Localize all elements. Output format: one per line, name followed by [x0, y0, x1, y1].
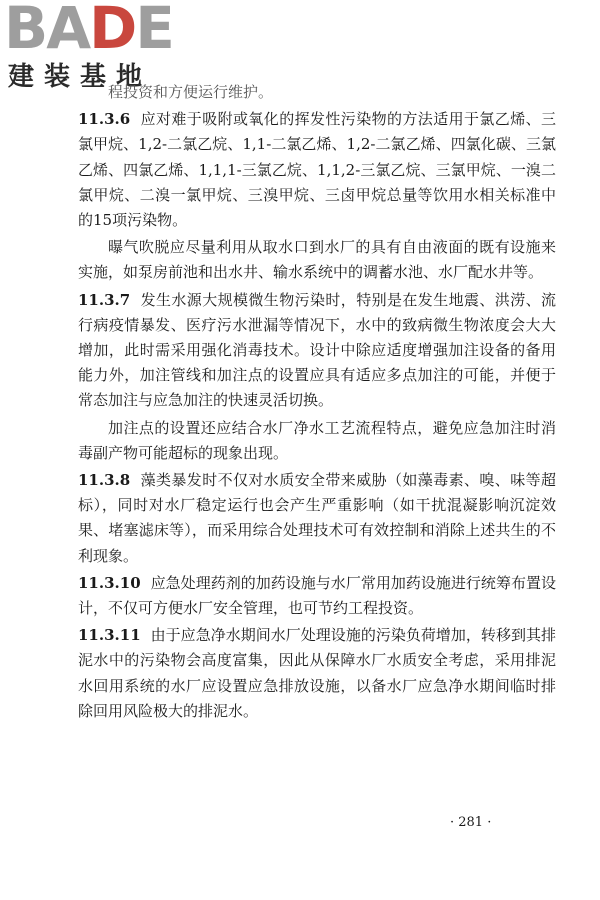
clause-text: 藻类暴发时不仅对水质安全带来威胁（如藻毒素、嗅、味等超标），同时对水厂稳定运行也会产生严重影响（如干扰混凝影响沉淀效果、堵塞滤床等），而采用综合处理技术可有效控制和消除上述共生的不利现象。	[78, 471, 556, 565]
clause-number: 11.3.8	[78, 471, 131, 490]
paragraph-continuation: 程投资和方便运行维护。	[108, 83, 274, 101]
clause-number: 11.3.11	[78, 626, 141, 645]
clause-11-3-8	[78, 468, 556, 569]
watermark-brand: BADE	[4, 0, 173, 62]
watermark-subtitle: 建装基地	[8, 62, 153, 92]
clause-number: 11.3.6	[78, 110, 131, 129]
clause-11-3-10	[78, 571, 556, 621]
clause-text: 应急处理药剂的加药设施与水厂常用加药设施进行统筹布置设计，不仅可方便水厂安全管理，也可节约工程投资。	[78, 573, 556, 618]
page-body	[78, 80, 556, 726]
clause-text: 由于应急净水期间水厂处理设施的污染负荷增加，转移到其排泥水中的污染物会高度富集，因此从保障水厂水质安全考虑，采用排泥水回用系统的水厂应设置应急排放设施，以备水厂应急净水期间临时排除回用风险极大的排泥水。	[78, 626, 556, 720]
clause-number: 11.3.10	[78, 573, 141, 592]
clause-11-3-11	[78, 623, 556, 724]
paragraph: 加注点的设置还应结合水厂净水工艺流程特点，避免应急加注时消毒副产物可能超标的现象出现。	[78, 418, 556, 462]
clause-text: 发生水源大规模微生物污染时，特别是在发生地震、洪涝、流行病疫情暴发、医疗污水泄漏等情况下，水中的致病微生物浓度会大大增加，此时需采用强化消毒技术。设计中除应适度增强加注设备的备用能力外，加注管线和加注点的设置应具有适应多点加注的可能，并便于常态加注与应急加注的快速灵活切换。	[78, 290, 556, 410]
page-number: · 281 ·	[450, 815, 492, 830]
clause-number: 11.3.7	[78, 290, 131, 309]
clause-11-3-7	[78, 288, 556, 414]
paragraph: 曝气吹脱应尽量利用从取水口到水厂的具有自由液面的既有设施来实施，如泵房前池和出水井、输水系统中的调蓄水池、水厂配水井等。	[78, 238, 556, 282]
clause-text: 应对难于吸附或氧化的挥发性污染物的方法适用于氯乙烯、三氯甲烷、1,2-二氯乙烷、1,1-二氯乙烯、1,2-二氯乙烯、四氯化碳、三氯乙烯、四氯乙烯、1,1,1-三氯乙烷、1,1,2-三氯乙烷、三氯甲烷、一溴二氯甲烷、二溴一氯甲烷、三溴甲烷、三卤甲烷总量等饮用水相关标准中的15项污染物。	[78, 110, 556, 230]
clause-11-3-6	[78, 107, 556, 233]
